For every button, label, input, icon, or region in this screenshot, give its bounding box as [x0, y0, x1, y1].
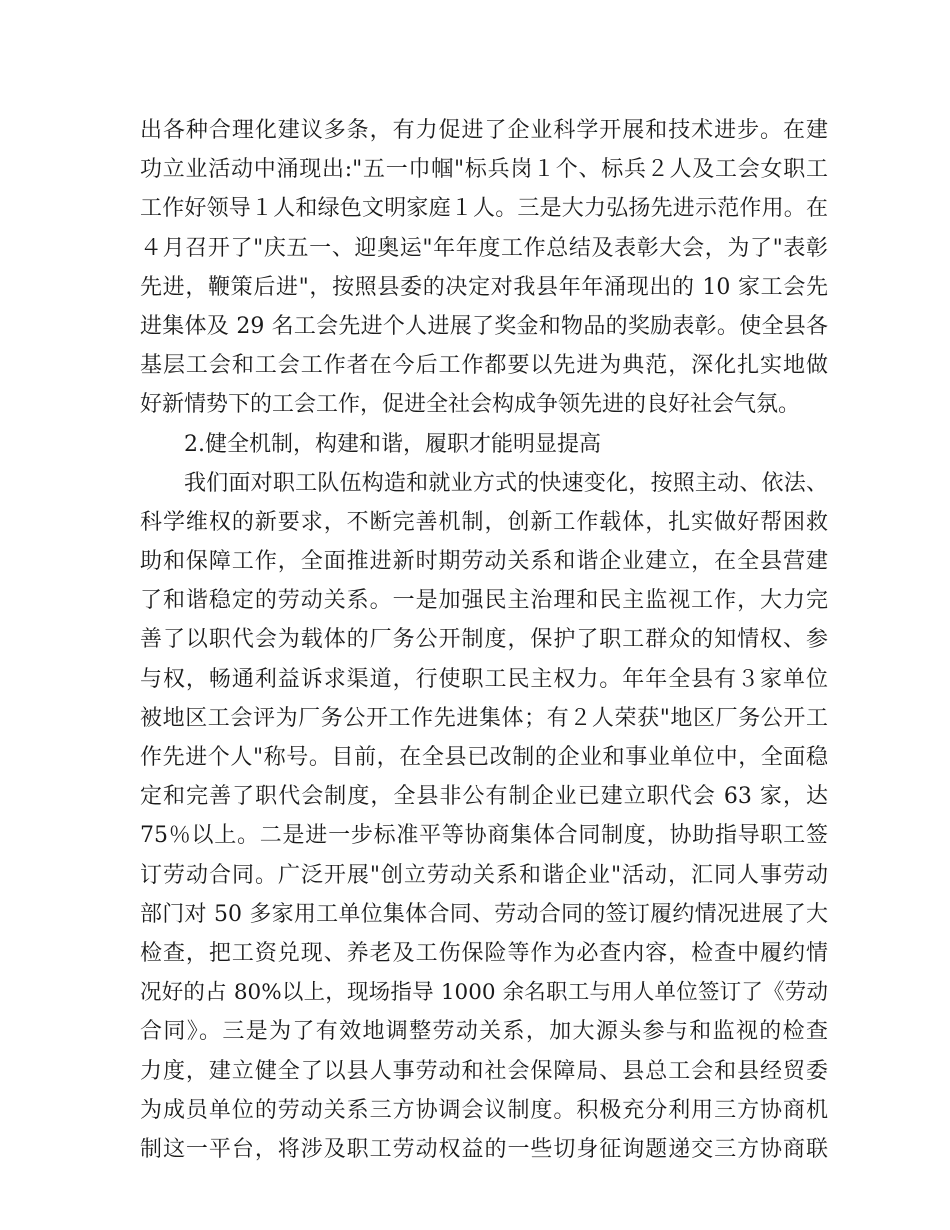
- text-line: 被地区工会评为厂务公开工作先进集体；有２人荣获"地区厂务公开工: [140, 705, 828, 731]
- text-line: 工作好领导１人和绿色文明家庭１人。三是大力弘扬先进示范作用。在: [140, 196, 828, 222]
- text-line: 善了以职代会为载体的厂务公开制度，保护了职工群众的知情权、参: [140, 627, 828, 653]
- text-line: 基层工会和工会工作者在今后工作都要以先进为典范，深化扎实地做: [140, 353, 828, 379]
- text-line: 与权，畅通利益诉求渠道，行使职工民主权力。年年全县有３家单位: [140, 666, 828, 692]
- text-line: 75％以上。二是进一步标准平等协商集体合同制度，协助指导职工签: [140, 823, 828, 849]
- text-line: 合同》。三是为了有效地调整劳动关系，加大源头参与和监视的检查: [140, 1019, 828, 1045]
- text-line: 定和完善了职代会制度，全县非公有制企业已建立职代会 63 家，达: [140, 784, 828, 810]
- text-line: 了和谐稳定的劳动关系。一是加强民主治理和民主监视工作，大力完: [140, 588, 828, 614]
- text-line: 为成员单位的劳动关系三方协调会议制度。积极充分利用三方协商机: [140, 1097, 828, 1123]
- section-heading: 2.健全机制，构建和谐，履职才能明显提高: [184, 431, 601, 457]
- text-line: ４月召开了"庆五一、迎奥运"年年度工作总结及表彰大会，为了"表彰: [140, 235, 828, 261]
- text-line: 订劳动合同。广泛开展"创立劳动关系和谐企业"活动，汇同人事劳动: [140, 862, 828, 888]
- text-line: 进集体及 29 名工会先进个人进展了奖金和物品的奖励表彰。使全县各: [140, 313, 828, 339]
- text-line: 科学维权的新要求，不断完善机制，创新工作载体，扎实做好帮困救: [140, 509, 828, 535]
- text-line: 作先进个人"称号。目前，在全县已改制的企业和事业单位中，全面稳: [140, 745, 828, 770]
- text-line: 先进，鞭策后进"，按照县委的决定对我县年年涌现出的 10 家工会先: [140, 274, 828, 300]
- text-line: 我们面对职工队伍构造和就业方式的快速变化，按照主动、依法、: [184, 470, 828, 496]
- text-line: 检查，把工资兑现、养老及工伤保险等作为必查内容，检查中履约情: [140, 940, 828, 966]
- text-line: 助和保障工作，全面推进新时期劳动关系和谐企业建立，在全县营建: [140, 549, 828, 575]
- text-line: 出各种合理化建议多条，有力促进了企业科学开展和技术进步。在建: [140, 118, 828, 143]
- text-line: 力度，建立健全了以县人事劳动和社会保障局、县总工会和县经贸委: [140, 1058, 828, 1084]
- text-line: 况好的占 80%以上，现场指导 1000 余名职工与用人单位签订了《劳动: [140, 980, 828, 1006]
- document-body: [140, 111, 828, 1169]
- text-line: 功立业活动中涌现出:"五一巾帼"标兵岗１个、标兵２人及工会女职工: [140, 157, 828, 183]
- text-line: 制这一平台，将涉及职工劳动权益的一些切身征询题递交三方协商联: [140, 1136, 828, 1162]
- text-line: 部门对 50 多家用工单位集体合同、劳动合同的签订履约情况进展了大: [140, 901, 828, 927]
- text-line: 好新情势下的工会工作，促进全社会构成争领先进的良好社会气氛。: [140, 392, 801, 418]
